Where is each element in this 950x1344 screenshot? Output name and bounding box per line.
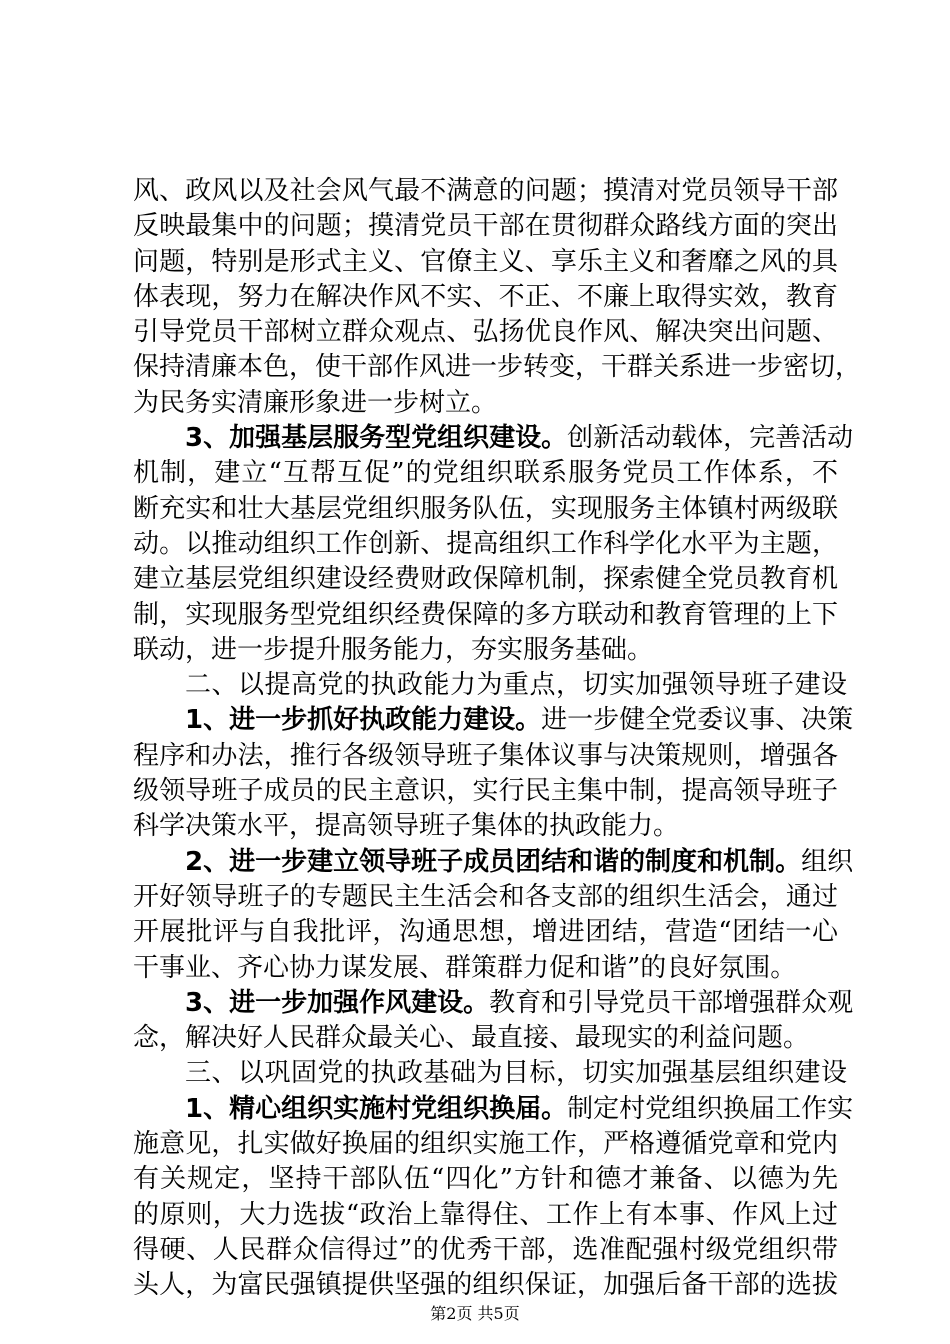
section-heading: 二、以提高党的执政能力为重点，切实加强领导班子建设 [185, 670, 848, 701]
text-line: 念，解决好人民群众最关心、最直接、最现实的利益问题。 [133, 1023, 810, 1054]
paragraph [133, 174, 862, 421]
text-line: 断充实和壮大基层党组织服务队伍，实现服务主体镇村两级联 [133, 493, 838, 524]
subsection-title: 1、精心组织实施村党组织换届。 [185, 1093, 568, 1124]
page-footer: 第2页 共5页 [430, 1304, 520, 1323]
text-line: 科学决策水平，提高领导班子集体的执政能力。 [133, 811, 680, 842]
paragraph [133, 986, 854, 1057]
text-line: 的原则，大力选拔“政治上靠得住、工作上有本事、作风上过 [133, 1199, 838, 1230]
text-line [133, 703, 854, 738]
text-line [133, 421, 854, 456]
text-line: 程序和办法，推行各级领导班子集体议事与决策规则，增强各 [133, 740, 838, 771]
text-line: 动。以推动组织工作创新、提高组织工作科学化水平为主题， [133, 528, 838, 559]
text-line: 开展批评与自我批评，沟通思想，增进团结，营造“团结一心 [133, 917, 838, 948]
document-body [133, 174, 862, 1304]
paragraph [133, 421, 854, 668]
text-line: 体表现，努力在解决作风不实、不正、不廉上取得实效，教育 [133, 281, 838, 312]
text-line: 级领导班子成员的民主意识，实行民主集中制，提高领导班子 [133, 776, 838, 807]
text-line: 得硬、人民群众信得过”的优秀干部，选准配强村级党组织带 [133, 1234, 838, 1265]
text-line: 干事业、齐心协力谋发展、群策群力促和谐”的良好氛围。 [133, 952, 797, 983]
text-line: 开好领导班子的专题民主生活会和各支部的组织生活会，通过 [133, 881, 838, 912]
text-line: 保持清廉本色，使干部作风进一步转变，干群关系进一步密切， [133, 352, 862, 383]
text-line: 风、政风以及社会风气最不满意的问题；摸清对党员领导干部 [133, 176, 838, 206]
section-heading: 三、以巩固党的执政基础为目标，切实加强基层组织建设 [185, 1058, 848, 1089]
paragraph [133, 845, 854, 986]
text-line [133, 1092, 854, 1127]
text-line: 为民务实清廉形象进一步树立。 [133, 387, 498, 418]
text-line: 机制，建立“互帮互促”的党组织联系服务党员工作体系，不 [133, 458, 838, 489]
text-run: 组织 [801, 846, 854, 877]
text-line: 引导党员干部树立群众观点、弘扬优良作风、解决突出问题、 [133, 317, 838, 348]
text-line [133, 845, 854, 880]
text-line [133, 986, 854, 1021]
text-line: 头人，为富民强镇提供坚强的组织保证，加强后备干部的选拔 [133, 1270, 838, 1301]
text-line: 建立基层党组织建设经费财政保障机制，探索健全党员教育机 [133, 564, 838, 595]
text-line: 有关规定，坚持干部队伍“四化”方针和德才兼备、以德为先 [133, 1164, 838, 1195]
text-run: 教育和引导党员干部增强群众观 [489, 987, 854, 1018]
subsection-title: 3、进一步加强作风建设。 [185, 987, 490, 1018]
subsection-title: 3、加强基层服务型党组织建设。 [185, 423, 568, 454]
text-run: 进一步健全党委议事、决策 [541, 705, 854, 736]
text-line: 联动，进一步提升服务能力，夯实服务基础。 [133, 634, 654, 665]
paragraph [133, 1092, 854, 1304]
paragraph [133, 703, 854, 844]
subsection-title: 2、进一步建立领导班子成员团结和谐的制度和机制。 [185, 846, 802, 877]
subsection-title: 1、进一步抓好执政能力建设。 [185, 705, 542, 736]
text-run: 制定村党组织换届工作实 [567, 1093, 854, 1124]
text-line: 问题，特别是形式主义、官僚主义、享乐主义和奢靡之风的具 [133, 246, 838, 277]
text-line: 反映最集中的问题；摸清党员干部在贯彻群众路线方面的突出 [133, 211, 838, 242]
text-line: 施意见，扎实做好换届的组织实施工作，严格遵循党章和党内 [133, 1129, 838, 1160]
text-run: 创新活动载体，完善活动 [567, 423, 854, 454]
text-line: 制，实现服务型党组织经费保障的多方联动和教育管理的上下 [133, 599, 838, 630]
